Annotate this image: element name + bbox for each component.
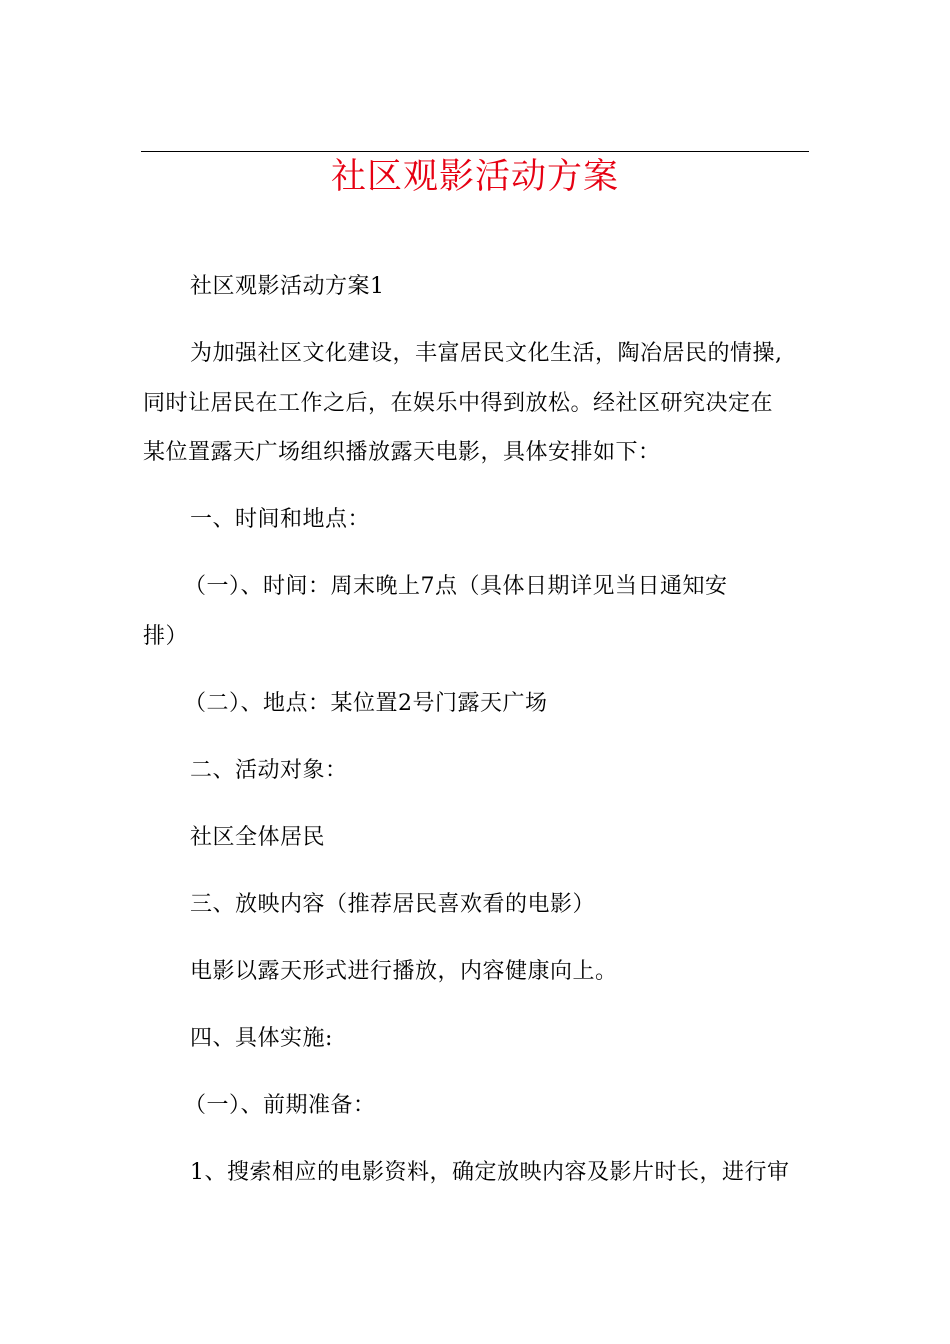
paragraph-line: 同时让居民在工作之后，在娱乐中得到放松。经社区研究决定在 xyxy=(143,391,774,416)
item-heading: 一、时间和地点： xyxy=(190,507,371,532)
paragraph-line: 某位置露天广场组织播放露天电影，具体安排如下： xyxy=(143,440,661,465)
paragraph-line: 排） xyxy=(143,624,189,649)
paragraph-line: 1、搜索相应的电影资料，确定放映内容及影片时长，进行审 xyxy=(190,1160,790,1185)
item-heading: 四、具体实施: xyxy=(190,1026,333,1051)
paragraph-line: （一）、前期准备： xyxy=(184,1093,376,1118)
section-heading: 社区观影活动方案1 xyxy=(190,274,385,299)
item-heading: 二、活动对象： xyxy=(190,758,348,783)
paragraph-line: 电影以露天形式进行播放，内容健康向上。 xyxy=(190,959,618,984)
paragraph-line: （一）、时间：周末晚上7点（具体日期详见当日通知安 xyxy=(184,574,728,599)
document-title: 社区观影活动方案 xyxy=(330,157,619,197)
paragraph-line: 社区全体居民 xyxy=(190,825,326,850)
paragraph-line: 为加强社区文化建设，丰富居民文化生活，陶冶居民的情操, xyxy=(190,341,783,366)
item-heading: 三、放映内容（推荐居民喜欢看的电影） xyxy=(190,892,596,917)
paragraph-line: （二）、地点：某位置2号门露天广场 xyxy=(184,691,548,716)
